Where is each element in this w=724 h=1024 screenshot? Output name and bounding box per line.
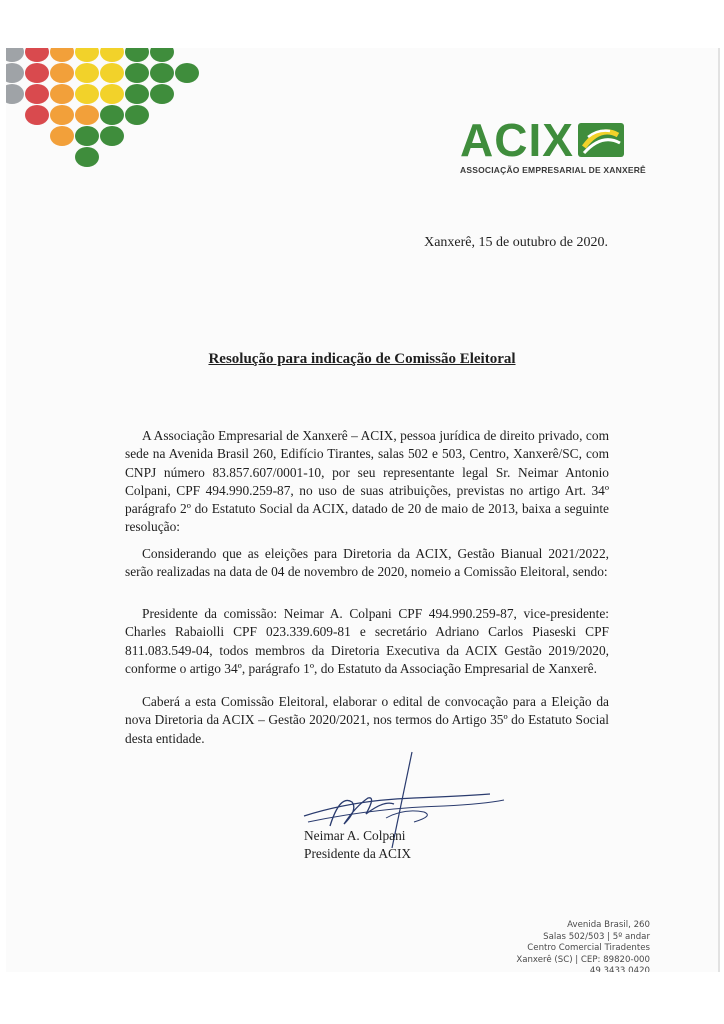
pattern-dot	[100, 84, 124, 104]
pattern-dot	[125, 84, 149, 104]
footer-line: Xanxerê (SC) | CEP: 89820-000	[516, 954, 650, 965]
pattern-dot	[100, 63, 124, 83]
letter-page	[6, 48, 720, 972]
pattern-dot	[100, 126, 124, 146]
logo-wordmark: ACIX	[460, 114, 574, 166]
pattern-dot	[25, 84, 49, 104]
signatory-role: Presidente da ACIX	[304, 846, 412, 861]
pattern-dot	[100, 105, 124, 125]
pattern-dot	[125, 105, 149, 125]
paragraph-committee-members: Presidente da comissão: Neimar A. Colpani CPF 494.990.259-87, vice-presidente: Charles Rabaiolli CPF 023.339.609-81 e secretário Adriano Carlos Piaseski CPF 811.083.549-04, todos membros da Diretoria Executiva da ACIX Gestão 2019/2020, conforme o artigo 34º, parágrafo 1º, do Estatuto da Associação Empresarial de Xanxerê.	[125, 606, 609, 676]
pattern-dot	[75, 84, 99, 104]
signatory-name: Neimar A. Colpani	[304, 828, 406, 843]
paragraph-responsibilities: Caberá a esta Comissão Eleitoral, elaborar o edital de convocação para a Eleição da nova Diretoria da ACIX – Gestão 2020/2021, nos termos do Artigo 35º do Estatuto Social desta entidade.	[125, 694, 609, 746]
pattern-dot	[150, 48, 174, 62]
pattern-dot	[25, 48, 49, 62]
footer-address	[516, 920, 650, 972]
pattern-dot	[150, 84, 174, 104]
pattern-dot	[75, 126, 99, 146]
decorative-dot-pattern	[6, 48, 216, 178]
pattern-dot	[50, 126, 74, 146]
pattern-dot	[25, 63, 49, 83]
pattern-dot	[50, 63, 74, 83]
paragraph-intro: A Associação Empresarial de Xanxerê – ACIX, pessoa jurídica de direito privado, com sede na Avenida Brasil 260, Edifício Tirantes, salas 502 e 503, Centro, Xanxerê/SC, com CNPJ número 83.857.607/0001-10, por seu representante legal Sr. Neimar Antonio Colpani, CPF 494.990.259-87, no uso de suas atribuições, previstas no artigo Art. 34º parágrafo 2º do Estatuto Social da ACIX, datado de 20 de maio de 2013, baixa a seguinte resolução:	[125, 428, 609, 535]
pattern-dot	[6, 84, 24, 104]
paragraph-considering: Considerando que as eleições para Diretoria da ACIX, Gestão Bianual 2021/2022, serão realizadas na data de 04 de novembro de 2020, nomeio a Comissão Eleitoral, sendo:	[125, 546, 609, 580]
letter-date: Xanxerê, 15 de outubro de 2020.	[424, 235, 608, 250]
pattern-dot	[50, 48, 74, 62]
pattern-dot	[50, 84, 74, 104]
footer-line: 49 3433 0420	[589, 966, 650, 972]
pattern-dot	[75, 105, 99, 125]
pattern-dot	[175, 63, 199, 83]
pattern-dot	[6, 48, 24, 62]
pattern-dot	[125, 48, 149, 62]
pattern-dot	[75, 48, 99, 62]
pattern-dot	[50, 105, 74, 125]
footer-line: Avenida Brasil, 260	[567, 920, 650, 930]
pattern-dot	[150, 63, 174, 83]
pattern-dot	[100, 48, 124, 62]
acix-logo	[460, 114, 650, 175]
footer-line: Salas 502/503 | 5º andar	[543, 931, 650, 942]
pattern-dot	[6, 63, 24, 83]
pattern-dot	[25, 105, 49, 125]
sun-emblem-icon	[576, 121, 626, 159]
footer-line: Centro Comercial Tiradentes	[527, 943, 650, 953]
pattern-dot	[125, 63, 149, 83]
document-title: Resolução para indicação de Comissão Eleitoral	[208, 351, 516, 367]
pattern-dot	[75, 63, 99, 83]
pattern-dot	[75, 147, 99, 167]
logo-subtitle: ASSOCIAÇÃO EMPRESARIAL DE XANXERÊ	[460, 165, 646, 175]
